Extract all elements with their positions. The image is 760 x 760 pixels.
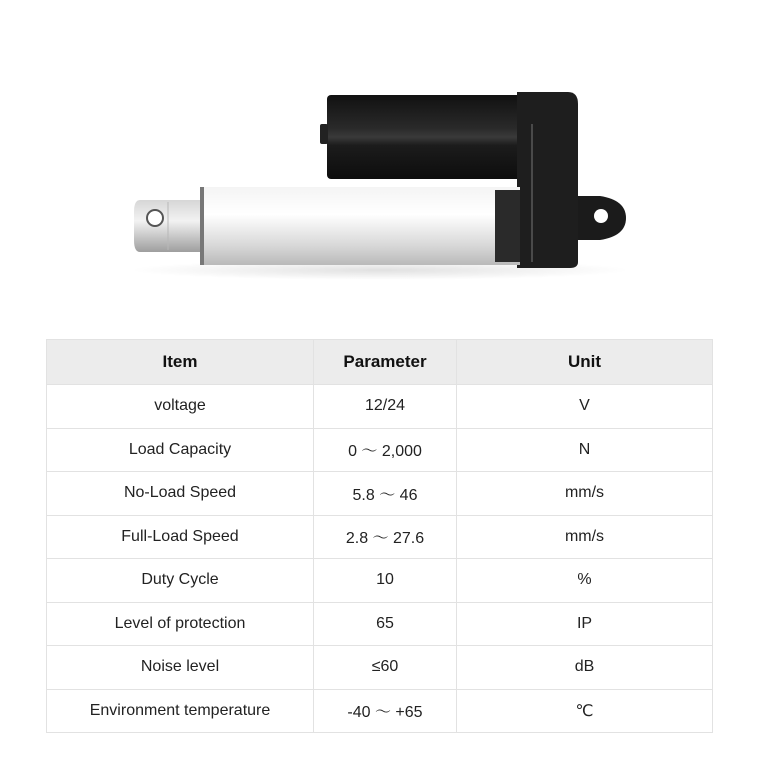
cell-unit: % bbox=[457, 559, 713, 603]
table-row bbox=[47, 472, 713, 516]
table-row bbox=[47, 559, 713, 603]
header-item: Item bbox=[47, 340, 314, 385]
table-row bbox=[47, 515, 713, 559]
cell-unit: mm/s bbox=[457, 472, 713, 516]
table-row bbox=[47, 428, 713, 472]
cell-item: Duty Cycle bbox=[47, 559, 314, 603]
cell-parameter: 10 bbox=[314, 559, 457, 603]
cell-parameter: 5.8 ～ 46 bbox=[314, 472, 457, 516]
cell-item: voltage bbox=[47, 385, 314, 429]
cell-item: Noise level bbox=[47, 646, 314, 690]
cell-parameter: 2.8 ～ 27.6 bbox=[314, 515, 457, 559]
table-row bbox=[47, 385, 713, 429]
cell-unit: V bbox=[457, 385, 713, 429]
table-row bbox=[47, 646, 713, 690]
spec-table bbox=[46, 339, 713, 733]
cell-parameter: 65 bbox=[314, 602, 457, 646]
cell-item: Environment temperature bbox=[47, 689, 314, 733]
header-parameter: Parameter bbox=[314, 340, 457, 385]
cell-parameter: -40 ～ +65 bbox=[314, 689, 457, 733]
table-header-row bbox=[47, 340, 713, 385]
cell-item: Full-Load Speed bbox=[47, 515, 314, 559]
cell-parameter: 12/24 bbox=[314, 385, 457, 429]
cell-unit: N bbox=[457, 428, 713, 472]
actuator-illustration bbox=[0, 0, 760, 320]
cell-parameter: 0 ～ 2,000 bbox=[314, 428, 457, 472]
cell-unit: mm/s bbox=[457, 515, 713, 559]
table-row bbox=[47, 689, 713, 733]
cell-item: Load Capacity bbox=[47, 428, 314, 472]
product-image-linear-actuator bbox=[0, 0, 760, 320]
header-unit: Unit bbox=[457, 340, 713, 385]
cell-unit: ℃ bbox=[457, 689, 713, 733]
cell-item: Level of protection bbox=[47, 602, 314, 646]
cell-unit: dB bbox=[457, 646, 713, 690]
cell-item: No-Load Speed bbox=[47, 472, 314, 516]
cell-unit: IP bbox=[457, 602, 713, 646]
cell-parameter: ≤60 bbox=[314, 646, 457, 690]
table-row bbox=[47, 602, 713, 646]
